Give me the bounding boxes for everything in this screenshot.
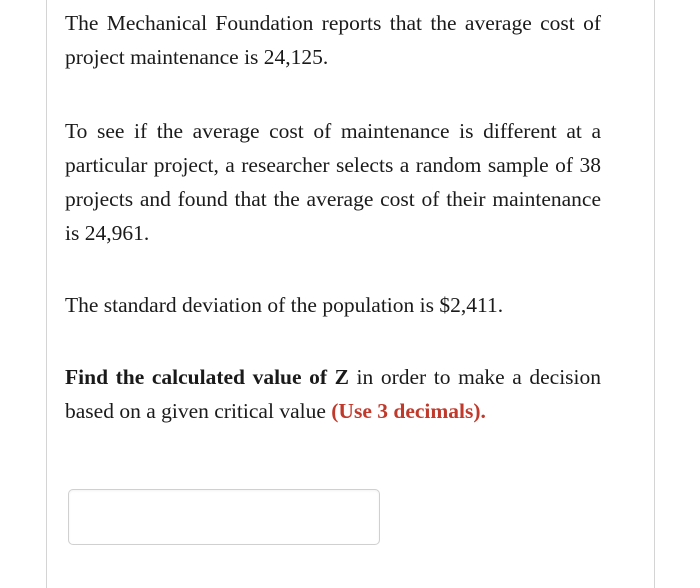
instruction-lead: Find the calculated value of — [65, 365, 335, 389]
instruction-variable-z: Z — [334, 365, 349, 389]
question-paragraph-3: The standard deviation of the population is $2,411. — [65, 293, 504, 317]
instruction-body: in order to make a decision based on a given critical value — [65, 365, 602, 423]
decimals-hint: (Use 3 decimals). — [331, 399, 486, 423]
question-instruction — [65, 360, 601, 428]
answer-input[interactable] — [68, 489, 380, 545]
question-paragraph-2: To see if the average cost of maintenance is different at a particular project, a researcher selects a random sample of 38 projects and found that the average cost of their maintenance is 24,961. — [65, 119, 601, 245]
question-content — [65, 6, 601, 428]
question-paragraph-1: The Mechanical Foundation reports that the average cost of project maintenance is 24,125. — [65, 11, 601, 69]
